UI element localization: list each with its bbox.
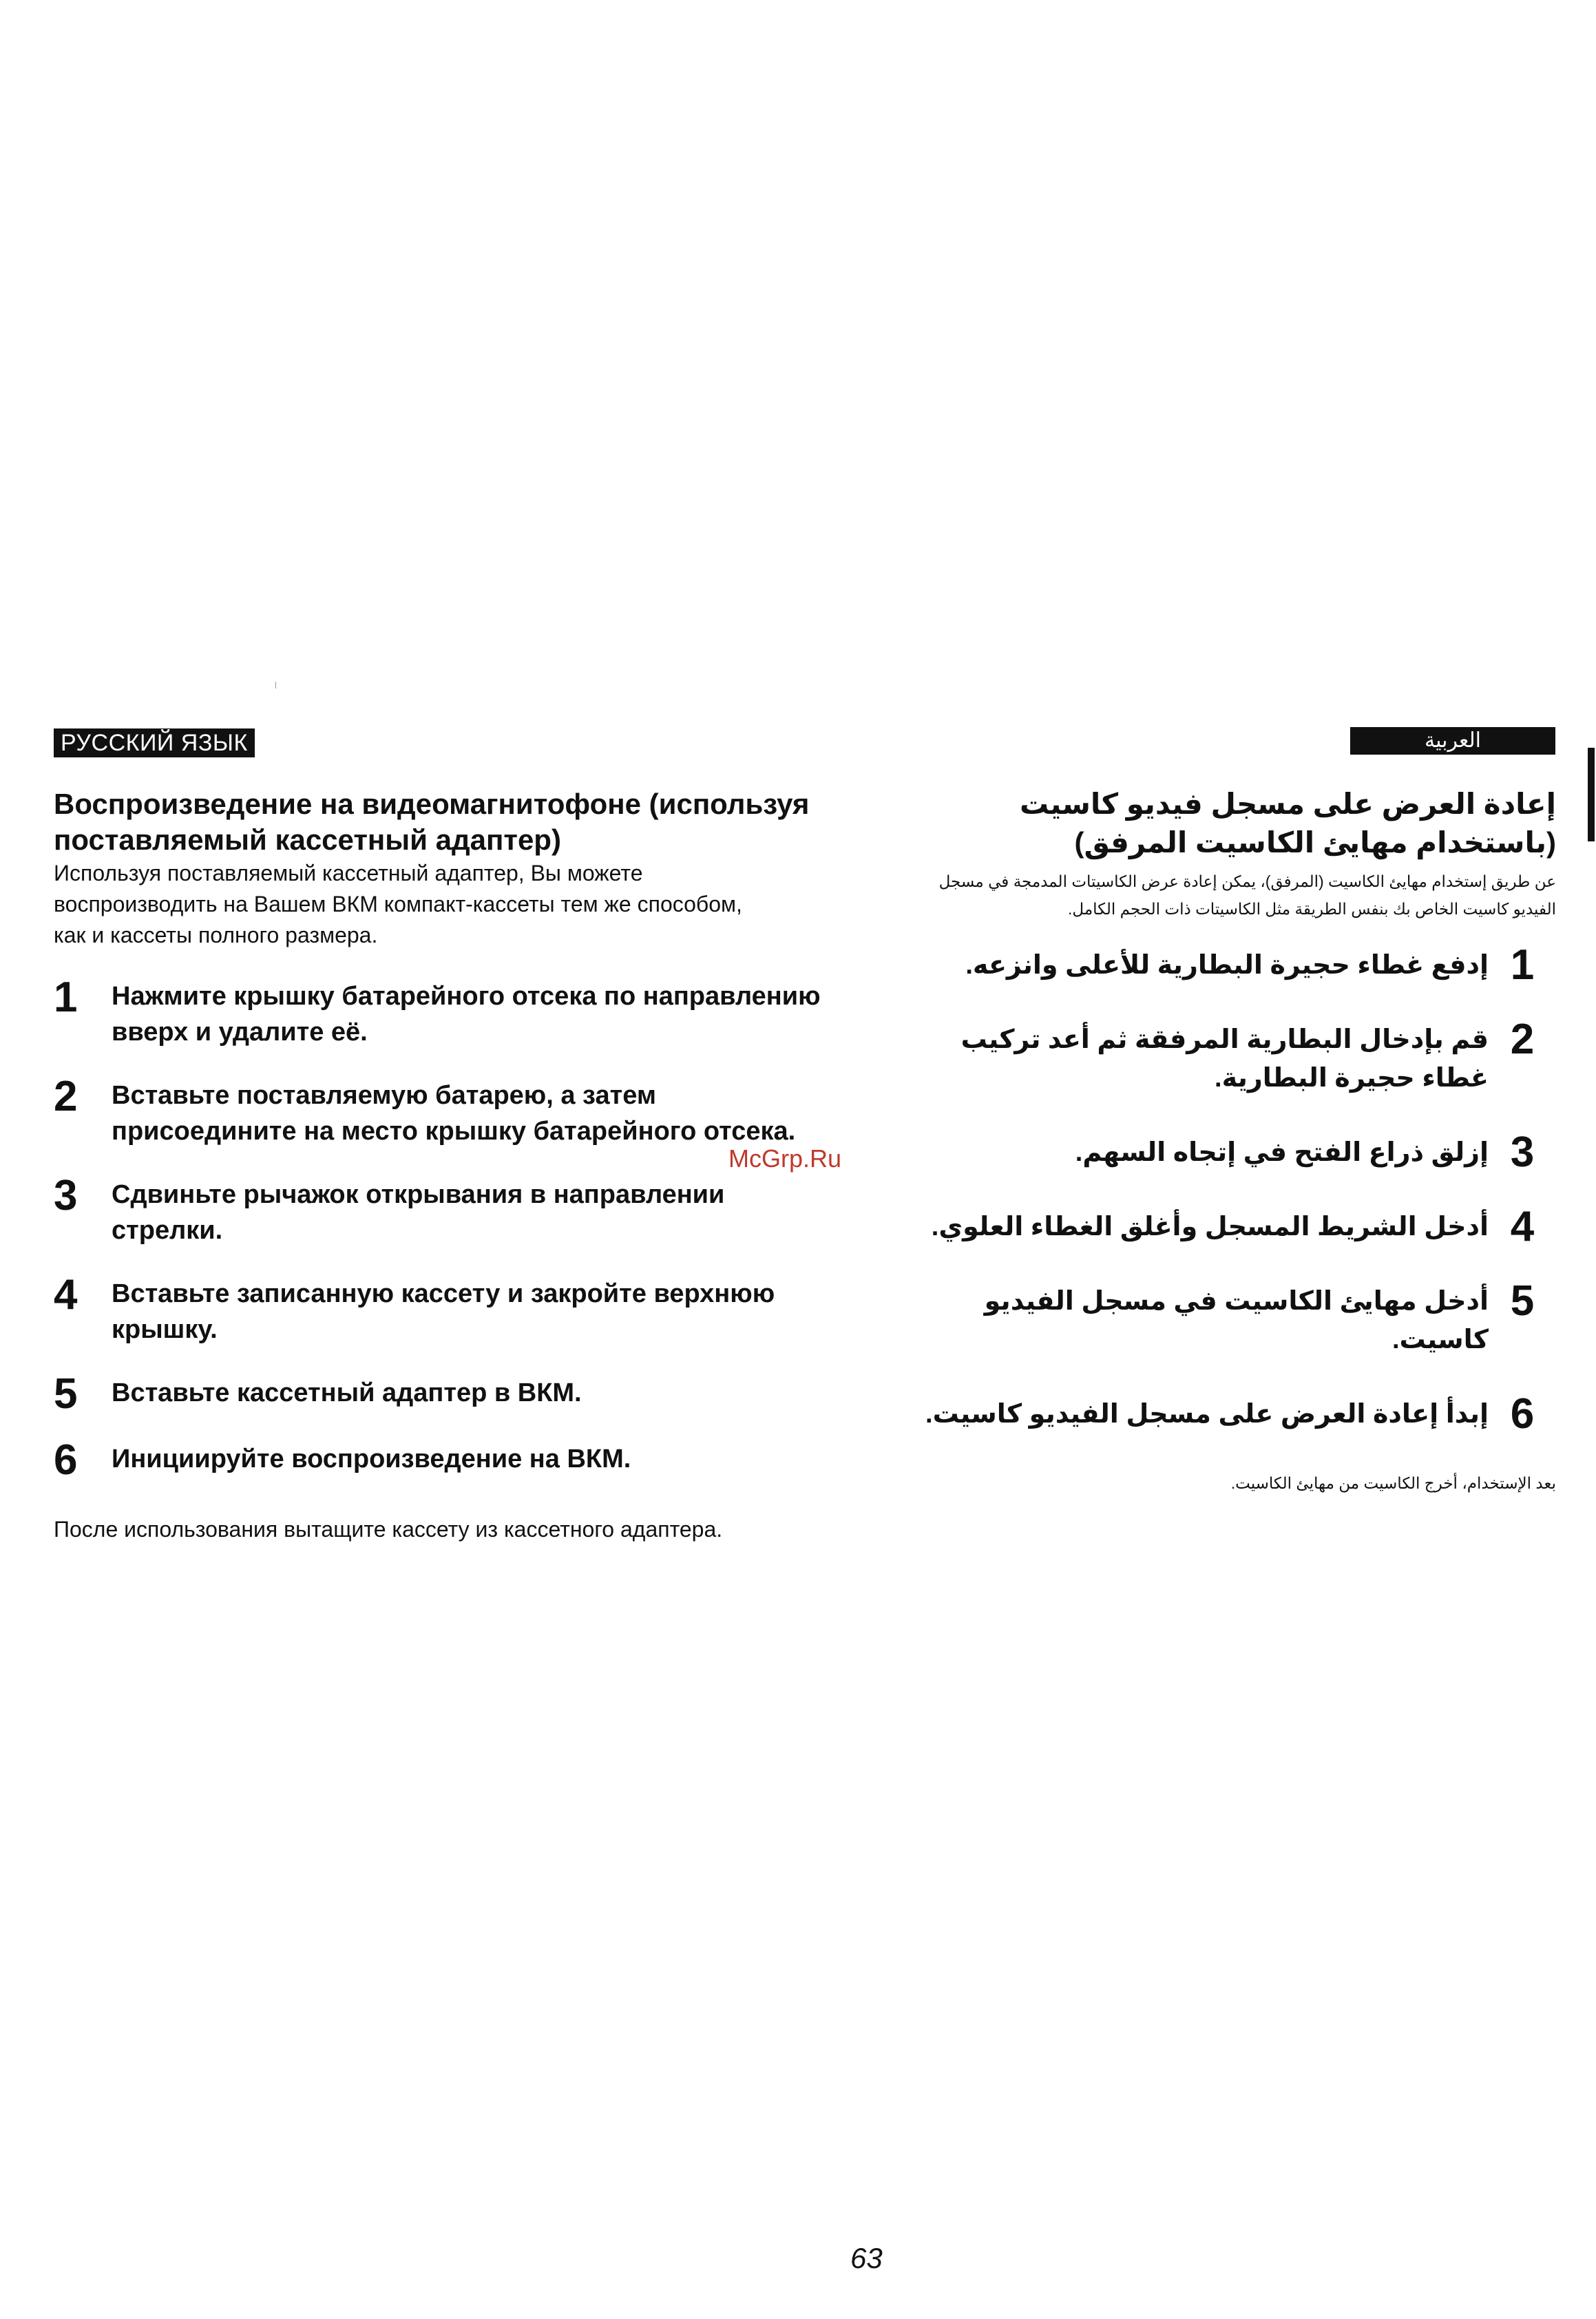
arabic-step xyxy=(895,1390,1556,1438)
russian-step xyxy=(54,1172,832,1248)
step-text: إبدأ إعادة العرض على مسجل الفيديو كاسيت. xyxy=(925,1400,1489,1429)
step-number: 5 xyxy=(54,1370,78,1418)
russian-step xyxy=(54,1073,832,1149)
arabic-note: بعد الإستخدام، أخرج الكاسيت من مهايئ الكاسيت. xyxy=(1230,1474,1556,1492)
step-number: 2 xyxy=(1510,1016,1535,1063)
step-number: 6 xyxy=(1510,1390,1535,1438)
arabic-language-tag: العربية xyxy=(1350,727,1555,755)
arabic-step xyxy=(895,1129,1556,1176)
arabic-step xyxy=(895,1203,1556,1250)
step-text: إدفع غطاء حجيرة البطارية للأعلى وانزعه. xyxy=(965,951,1489,980)
step-text: Вставьте записанную кассету и закройте верхнюю крышку. xyxy=(112,1279,775,1344)
russian-note: После использования вытащите кассету из кассетного адаптера. xyxy=(54,1517,723,1542)
step-text: إزلق ذراع الفتح في إتجاه السهم. xyxy=(1075,1138,1489,1167)
step-text: Сдвиньте рычажок открывания в направлении стрелки. xyxy=(112,1180,725,1245)
arabic-title: إعادة العرض على مسجل فيديو كاسيت (باستخدام مهايئ الكاسيت المرفق) xyxy=(1020,788,1556,859)
step-number: 6 xyxy=(54,1436,78,1484)
russian-step xyxy=(54,974,832,1050)
step-number: 4 xyxy=(1510,1203,1535,1250)
step-number: 5 xyxy=(1510,1277,1535,1325)
step-number: 1 xyxy=(1510,941,1535,989)
step-text: Вставьте кассетный адаптер в ВКМ. xyxy=(112,1378,582,1407)
step-number: 1 xyxy=(54,974,78,1021)
step-text: قم بإدخال البطارية المرفقة ثم أعد تركيب غطاء حجيرة البطارية. xyxy=(960,1025,1489,1093)
step-number: 2 xyxy=(54,1073,78,1120)
arabic-step xyxy=(895,1016,1556,1098)
russian-intro: Используя поставляемый кассетный адаптер, Вы можете воспроизводить на Вашем ВКМ компакт-кассеты тем же способом, как и кассеты полного размера. xyxy=(54,861,742,947)
russian-title: Воспроизведение на видеомагнитофоне (используя поставляемый кассетный адаптер) xyxy=(54,788,810,856)
step-number: 3 xyxy=(54,1172,78,1219)
step-number: 4 xyxy=(54,1271,78,1319)
russian-step xyxy=(54,1271,832,1347)
arabic-step xyxy=(895,1277,1556,1359)
step-text: Нажмите крышку батарейного отсека по направлению вверх и удалите её. xyxy=(112,982,821,1047)
russian-step xyxy=(54,1370,832,1418)
russian-step xyxy=(54,1436,832,1484)
russian-steps xyxy=(54,974,832,1484)
arabic-intro: عن طريق إستخدام مهايئ الكاسيت (المرفق)، يمكن إعادة عرض الكاسيتات المدمجة في مسجل الفيديو كاسيت الخاص بك بنفس الطريقة مثل الكاسيتات ذات الحجم الكامل. xyxy=(938,872,1556,918)
step-text: Инициируйте воспроизведение на ВКМ. xyxy=(112,1445,631,1473)
step-text: Вставьте поставляемую батарею, а затем присоедините на место крышку батарейного отсека. xyxy=(112,1081,796,1146)
scan-mark xyxy=(275,682,276,689)
russian-language-tag: РУССКИЙ ЯЗЫК xyxy=(54,728,255,757)
page-number: 63 xyxy=(850,2242,883,2274)
step-text: أدخل مهايئ الكاسيت في مسجل الفيديو كاسيت. xyxy=(984,1287,1489,1354)
section-edge-marker xyxy=(1588,748,1595,841)
russian-column xyxy=(54,786,832,1545)
arabic-column xyxy=(895,785,1556,1497)
watermark: McGrp.Ru xyxy=(728,1144,842,1173)
step-number: 3 xyxy=(1510,1129,1535,1176)
step-text: أدخل الشريط المسجل وأغلق الغطاء العلوي. xyxy=(931,1213,1489,1241)
arabic-steps xyxy=(895,941,1556,1438)
arabic-step xyxy=(895,941,1556,989)
